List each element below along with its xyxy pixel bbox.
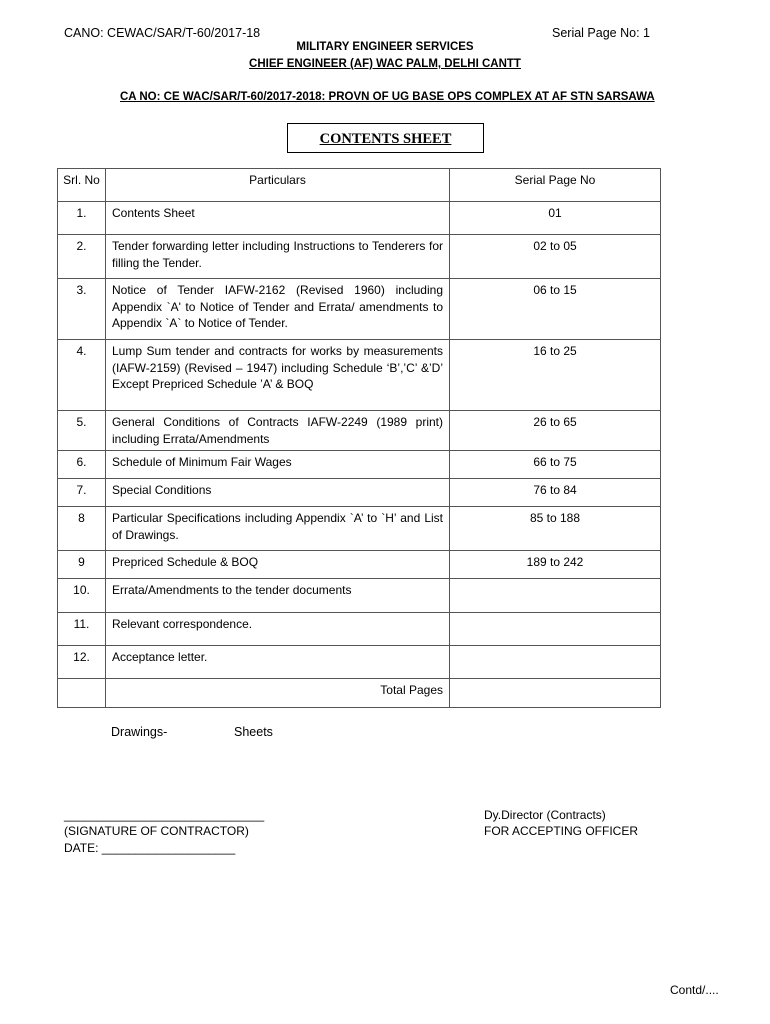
- row-particulars: Errata/Amendments to the tender documents: [106, 579, 450, 613]
- table-row: [58, 579, 661, 613]
- sheets-label: Sheets: [234, 725, 273, 739]
- header-particulars: Particulars: [106, 169, 450, 202]
- table-row: [58, 279, 661, 340]
- contents-sheet-title: CONTENTS SHEET: [319, 131, 452, 147]
- table-row: [58, 479, 661, 507]
- row-particulars: Special Conditions: [106, 479, 450, 507]
- row-pages: [450, 646, 661, 679]
- row-srl: 11.: [58, 613, 106, 646]
- row-particulars: Lump Sum tender and contracts for works by measurements (IAFW-2159) (Revised – 1947) including Schedule ‘B’,’C’ &’D’ Except Prepriced Schedule ’A’ & BOQ: [106, 340, 450, 411]
- header-serial-page-no: Serial Page No: [450, 169, 661, 202]
- row-particulars: Particular Specifications including Appendix `A’ to `H’ and List of Drawings.: [106, 507, 450, 551]
- row-particulars: Acceptance letter.: [106, 646, 450, 679]
- header-srl-no: Srl. No: [58, 169, 106, 202]
- row-srl: 4.: [58, 340, 106, 411]
- table-row: [58, 551, 661, 579]
- row-particulars: General Conditions of Contracts IAFW-2249 (1989 print) including Errata/Amendments: [106, 411, 450, 451]
- table-row: [58, 451, 661, 479]
- row-srl: 8: [58, 507, 106, 551]
- row-srl: 5.: [58, 411, 106, 451]
- row-pages: 66 to 75: [450, 451, 661, 479]
- table-row: [58, 202, 661, 235]
- signature-line: ______________________________: [64, 808, 265, 822]
- row-pages: 189 to 242: [450, 551, 661, 579]
- table-row: [58, 507, 661, 551]
- row-pages: 76 to 84: [450, 479, 661, 507]
- table-row: [58, 411, 661, 451]
- drawings-label: Drawings-: [111, 725, 168, 739]
- row-particulars: Prepriced Schedule & BOQ: [106, 551, 450, 579]
- office-name: CHIEF ENGINEER (AF) WAC PALM, DELHI CANTT: [249, 58, 521, 70]
- row-srl: 9: [58, 551, 106, 579]
- row-srl: 12.: [58, 646, 106, 679]
- table-row: [58, 646, 661, 679]
- organization-name: MILITARY ENGINEER SERVICES: [296, 41, 474, 53]
- row-pages: 02 to 05: [450, 235, 661, 279]
- table-row: [58, 340, 661, 411]
- contents-sheet-title-box: [287, 123, 484, 153]
- row-srl: 7.: [58, 479, 106, 507]
- contents-table: [57, 168, 661, 708]
- row-srl: 10.: [58, 579, 106, 613]
- accepting-officer-label: FOR ACCEPTING OFFICER: [484, 824, 639, 838]
- row-pages: 26 to 65: [450, 411, 661, 451]
- dy-director-label: Dy.Director (Contracts): [484, 808, 606, 822]
- contract-title: CA NO: CE WAC/SAR/T-60/2017-2018: PROVN OF UG BASE OPS COMPLEX AT AF STN SARSAWA: [120, 91, 655, 103]
- total-srl-cell: [58, 679, 106, 708]
- row-pages: 01: [450, 202, 661, 235]
- row-particulars: Schedule of Minimum Fair Wages: [106, 451, 450, 479]
- serial-page-number: Serial Page No: 1: [552, 26, 650, 40]
- document-cano: CANO: CEWAC/SAR/T-60/2017-18: [64, 26, 261, 40]
- row-srl: 3.: [58, 279, 106, 340]
- total-pages-label: Total Pages: [106, 679, 450, 708]
- row-pages: [450, 613, 661, 646]
- total-pages-value: [450, 679, 661, 708]
- table-row: [58, 235, 661, 279]
- row-pages: 85 to 188: [450, 507, 661, 551]
- signature-of-contractor: (SIGNATURE OF CONTRACTOR): [64, 824, 249, 838]
- date-field: DATE: ____________________: [64, 841, 236, 855]
- row-particulars: Relevant correspondence.: [106, 613, 450, 646]
- row-pages: 06 to 15: [450, 279, 661, 340]
- total-row: [58, 679, 661, 708]
- row-particulars: Tender forwarding letter including Instructions to Tenderers for filling the Tender.: [106, 235, 450, 279]
- row-pages: [450, 579, 661, 613]
- row-particulars: Contents Sheet: [106, 202, 450, 235]
- row-particulars: Notice of Tender IAFW-2162 (Revised 1960) including Appendix `A' to Notice of Tender and Errata/ amendments to Appendix `A` to Notice of Tender.: [106, 279, 450, 340]
- table-row: [58, 613, 661, 646]
- row-srl: 2.: [58, 235, 106, 279]
- row-srl: 1.: [58, 202, 106, 235]
- table-header-row: [58, 169, 661, 202]
- row-srl: 6.: [58, 451, 106, 479]
- continued-label: Contd/....: [670, 983, 719, 997]
- row-pages: 16 to 25: [450, 340, 661, 411]
